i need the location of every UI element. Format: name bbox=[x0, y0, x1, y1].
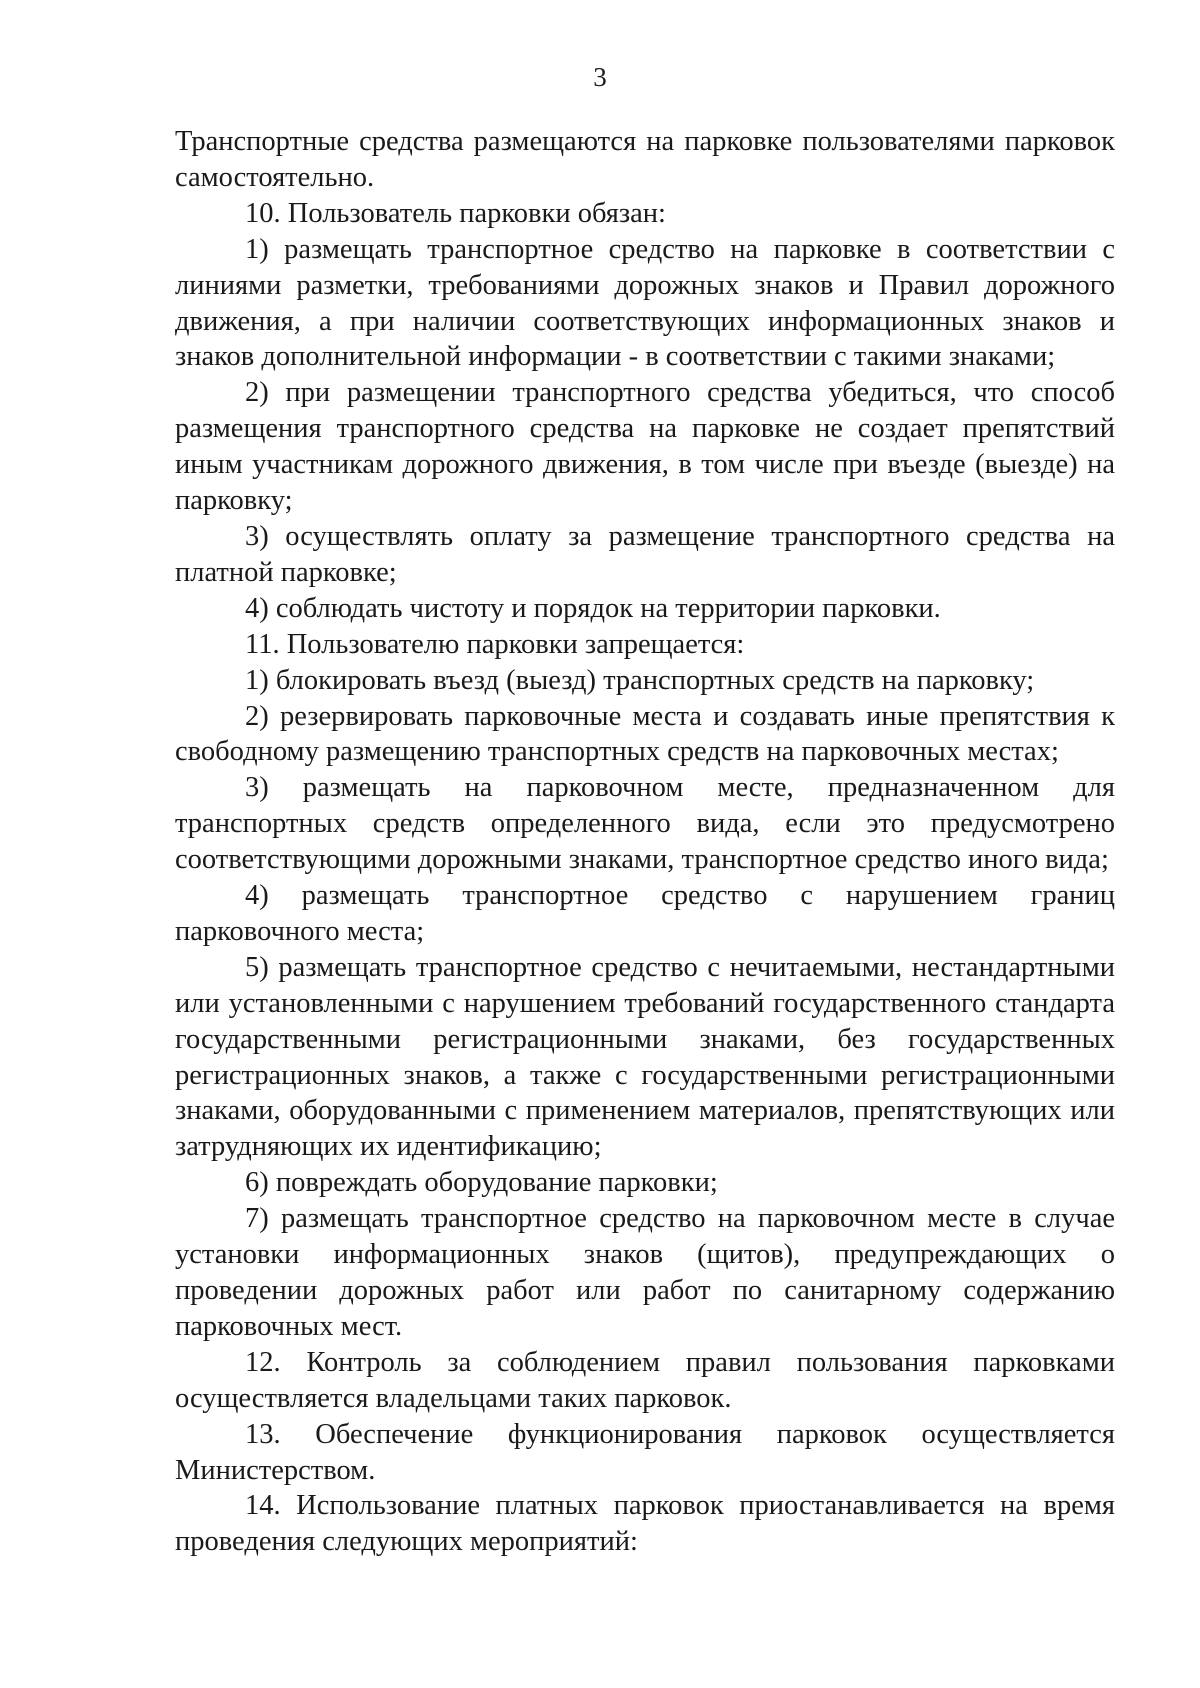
page-number: 3 bbox=[593, 62, 607, 92]
paragraph: 1) размещать транспортное средство на парковке в соответствии с линиями разметки, требованиями дорожных знаков и Правил дорожного движения, а при наличии соответствующих информационных знаков и знаков дополнительной информации - в соответствии с такими знаками; bbox=[175, 233, 1115, 373]
paragraph: 5) размещать транспортное средство с нечитаемыми, нестандартными или установленными с нарушением требований государственного стандарта государственными регистрационными знаками, без государственных регистрационных знаков, а также с государственными регистрационными знаками, оборудованными с применением материалов, препятствующих или затрудняющих их идентификацию; bbox=[175, 951, 1115, 1163]
paragraph: 10. Пользователь парковки обязан: bbox=[245, 197, 666, 229]
paragraph: 13. Обеспечение функционирования парковок осуществляется Министерством. bbox=[175, 1418, 1115, 1486]
paragraph: 3) размещать на парковочном месте, предназначенном для транспортных средств определенного вида, если это предусмотрено соответствующими дорожными знаками, транспортное средство иного вида; bbox=[175, 772, 1115, 876]
paragraph: 14. Использование платных парковок приостанавливается на время проведения следующих мероприятий: bbox=[175, 1490, 1115, 1558]
paragraph: Транспортные средства размещаются на парковке пользователями парковок самостоятельно. bbox=[175, 126, 1115, 193]
paragraph: 4) соблюдать чистоту и порядок на территории парковки. bbox=[245, 592, 941, 624]
paragraph: 7) размещать транспортное средство на парковочном месте в случае установки информационных знаков (щитов), предупреждающих о проведении дорожных работ или работ по санитарному содержанию парковочных мест. bbox=[175, 1203, 1115, 1342]
paragraph: 2) резервировать парковочные места и создавать иные препятствия к свободному размещению транспортных средств на парковочных местах; bbox=[175, 700, 1115, 768]
paragraph: 11. Пользователю парковки запрещается: bbox=[245, 628, 745, 660]
paragraph: 6) повреждать оборудование парковки; bbox=[245, 1167, 718, 1199]
paragraph: 1) блокировать въезд (выезд) транспортных средств на парковку; bbox=[245, 664, 1035, 696]
paragraph: 2) при размещении транспортного средства убедиться, что способ размещения транспортного средства на парковке не создает препятствий иным участникам дорожного движения, в том числе при въезде (выезде) на парковку; bbox=[175, 377, 1115, 517]
paragraph: 3) осуществлять оплату за размещение транспортного средства на платной парковке; bbox=[175, 520, 1115, 588]
paragraph: 12. Контроль за соблюдением правил пользования парковками осуществляется владельцами таких парковок. bbox=[175, 1346, 1115, 1414]
document-body bbox=[175, 124, 1115, 1560]
paragraph: 4) размещать транспортное средство с нарушением границ парковочного места; bbox=[175, 880, 1115, 947]
